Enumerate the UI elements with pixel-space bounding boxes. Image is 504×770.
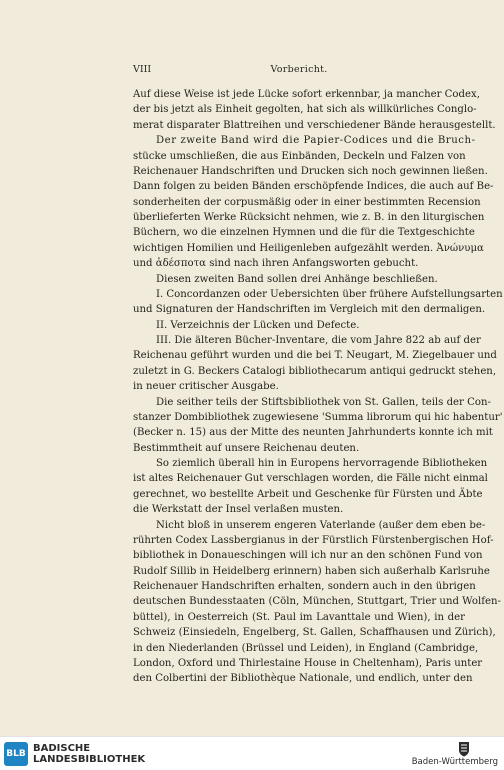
text-line: zuletzt in G. Beckers Catalogi bibliothecarum antiqui gedruckt stehen,: [133, 365, 497, 377]
text-line: sonderheiten der corpusmäßig oder in einer bestimmten Recension: [133, 196, 481, 208]
viewer-footer: [0, 736, 504, 770]
text-line: Nicht bloß in unserem engeren Vaterlande (außer dem eben be-: [156, 519, 486, 531]
text-line: (Becker n. 15) aus der Mitte des neunten Jahrhunderts konnte ich mit: [133, 427, 493, 439]
text-line: III. Die älteren Bücher-Inventare, die vom Jahre 822 ab auf der: [156, 335, 481, 346]
text-line: stücke umschließen, die aus Einbänden, Deckeln und Falzen von: [133, 150, 466, 162]
library-name-line1: BADISCHE: [33, 743, 91, 754]
running-title: Vorbericht.: [270, 64, 328, 75]
state-crest-icon: [457, 741, 471, 757]
text-line: in den Niederlanden (Brüssel und Leiden), in England (Cambridge,: [133, 642, 479, 654]
text-line: deutschen Bundesstaaten (Cöln, München, Stuttgart, Trier und Wolfen-: [133, 596, 501, 608]
state-label: Baden-Württemberg: [411, 757, 498, 767]
text-line: So ziemlich überall hin in Europens hervorragende Bibliotheken: [156, 458, 488, 469]
blb-logo[interactable]: BLB: [4, 742, 28, 766]
text-line: und ἀδέσποτα sind nach ihren Anfangsworten gebucht.: [133, 258, 419, 270]
text-line: Reichenauer Handschriften erhalten, sondern auch in den übrigen: [133, 581, 476, 592]
text-line: rührten Codex Lassbergianus in der Fürstlich Fürstenbergischen Hof-: [133, 534, 494, 546]
text-line: merat disparater Blattreihen und verschiedener Bände herausgestellt.: [133, 119, 496, 131]
page-header: [133, 64, 465, 78]
text-line: wichtigen Homilien und Heiligenleben aufgezählt werden. Ἀνώνυμα: [133, 242, 484, 254]
text-line: Büchern, wo die einzelnen Hymnen und die für die Textgeschichte: [133, 227, 475, 239]
text-line: Reichenauer Handschriften und Drucken sich noch gewinnen ließen.: [133, 165, 488, 177]
page-number: VIII: [133, 64, 152, 75]
text-line: Schweiz (Einsiedeln, Engelberg, St. Gallen, Schaffhausen und Zürich),: [133, 627, 496, 639]
text-line: II. Verzeichnis der Lücken und Defecte.: [156, 319, 360, 331]
text-line: London, Oxford und Thirlestaine House in Cheltenham), Paris unter: [133, 657, 483, 669]
text-line: Reichenau geführt wurden und die bei T. Neugart, M. Ziegelbauer und: [133, 350, 497, 362]
text-line: stanzer Dombibliothek zugewiesene 'Summa librorum qui hic habentur': [133, 411, 503, 423]
text-line: Bestimmtheit auf unsere Reichenau deuten.: [133, 442, 360, 454]
text-line: bibliothek in Donaueschingen will ich nur an den schönen Fund von: [133, 550, 483, 562]
text-line: der bis jetzt als Einheit gegolten, hat sich als willkürliches Conglo-: [133, 104, 477, 116]
text-line: Die seither teils der Stiftsbibliothek von St. Gallen, teils der Con-: [156, 396, 491, 408]
body-text: [133, 87, 503, 687]
library-name-line2: LANDESBIBLIOTHEK: [33, 754, 146, 765]
text-line: ist altes Reichenauer Gut verschlagen worden, die Fälle nicht einmal: [133, 473, 488, 485]
text-line: Rudolf Sillib in Heidelberg erinnern) haben sich außerhalb Karlsruhe: [133, 565, 490, 577]
text-line: den Colbertini der Bibliothèque Nationale, und endlich, unter den: [133, 673, 473, 685]
text-line: büttel), in Oesterreich (St. Paul im Lavanttale und Wien), in der: [133, 611, 465, 623]
text-line: in neuer critischer Ausgabe.: [133, 381, 279, 393]
text-line: Diesen zweiten Band sollen drei Anhänge beschließen.: [156, 273, 438, 285]
text-line: gerechnet, wo bestellte Arbeit und Geschenke für Fürsten und Äbte: [133, 488, 483, 500]
text-line: und Signaturen der Handschriften im Vergleich mit den dermaligen.: [133, 304, 486, 316]
text-line: I. Concordanzen oder Uebersichten über frühere Aufstellungsarten: [156, 288, 503, 300]
text-line: überlieferten Werke Rücksicht nehmen, wie z. B. in den liturgischen: [133, 212, 485, 223]
library-name[interactable]: [33, 743, 145, 765]
text-line: die Werkstatt der Insel verlaßen musten.: [133, 504, 344, 516]
text-line: Auf diese Weise ist jede Lücke sofort erkennbar, ja mancher Codex,: [133, 89, 480, 100]
text-line: Der zweite Band wird die Papier-Codices und die Bruch-: [156, 135, 476, 147]
text-line: Dann folgen zu beiden Bänden erschöpfende Indices, die auch auf Be-: [133, 181, 494, 193]
